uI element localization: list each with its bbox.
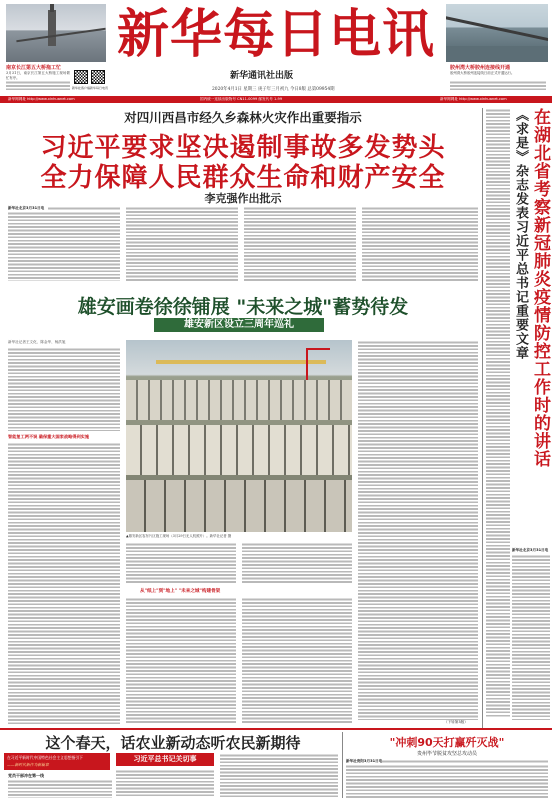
lead-kicker: 对四川西昌市经久乡森林火灾作出重要指示 — [124, 110, 362, 125]
right-promo-title[interactable]: 胶州湾大桥胶州连接线开通 — [450, 65, 511, 71]
feature-headline[interactable]: 雄安画卷徐徐铺展 "未来之城"蓄势待发 — [77, 296, 409, 318]
quote-subhead: 贵州毕节脱贫攻坚总攻动员 — [416, 751, 477, 757]
publisher-label: 新华通讯社出版 — [230, 71, 294, 81]
story-title: 习近平总书记关切事 — [133, 755, 197, 763]
column-dateline: 新华社北京3月31日电 — [512, 548, 549, 552]
feature-photo-caption: ▲雄安新区容东片区施工现场（3月29日无人机照片）。新华社记者 摄 — [126, 534, 232, 538]
feature-section-1: 智能复工两不误 确保重大国家战略得到实施 — [8, 434, 90, 439]
feature-byline: 新华社记者王文化、陈金华、杨洪旭 — [8, 340, 66, 344]
feature-section-2: 从"纸上"到"地上" "未来之城"构建骨架 — [140, 589, 221, 594]
lead-body — [8, 206, 478, 282]
sidebar-box — [4, 753, 110, 770]
right-promo-caption: 胶州湾大桥胶州连接线日前正式开通运行。 — [450, 71, 515, 75]
bottom-headline[interactable]: 这个春天，话农业新动态听农民新期待 — [45, 734, 301, 752]
left-promo-photo — [6, 4, 106, 62]
newspaper-title: 新华每日电讯 — [116, 5, 435, 65]
masthead — [0, 0, 552, 100]
date-line: 2020年4月1日 星期三 庚子年三月初九 今日8版 总第09954期 — [212, 87, 335, 92]
lead-subhead: 李克强作出批示 — [204, 192, 282, 205]
lead-dateline: 新华社北京3月31日电 — [8, 206, 45, 210]
sidebar-label: 在习近平新时代中国特色社会主义思想指引下 — [7, 755, 83, 760]
column-headline[interactable] — [512, 108, 528, 468]
right-promo-photo — [446, 4, 548, 62]
qr-right-label: 新华每日电讯 — [90, 86, 109, 90]
qr-code-left — [74, 70, 88, 84]
column-intro-text — [486, 108, 510, 718]
feature-photo — [126, 340, 352, 532]
quote-headline[interactable]: "冲刺90天打赢歼灭战" — [389, 736, 505, 749]
lead-headline-2[interactable]: 全力保障人民群众生命和财产安全 — [40, 163, 446, 193]
feature-banner — [154, 318, 324, 332]
feature-banner-label: 雄安新区设立三周年巡礼 — [184, 319, 294, 330]
sidebar-sub: ——新时代新作为新篇章 — [7, 762, 49, 767]
left-promo-caption: 3月31日，南京长江第五大桥施工现场繁忙有序。 — [6, 71, 70, 80]
column-headline-text: 《求是》杂志发表习近平总书记重要文章 — [513, 108, 528, 360]
sidebar-story-sub: 党员干部冲在第一线 — [8, 773, 44, 778]
column-subheadline-text: 在湖北省考察新冠肺炎疫情防控工作时的讲话 — [530, 108, 550, 468]
left-promo-title[interactable]: 南京长江第五大桥拖工忙 — [6, 65, 62, 71]
feature-continued: （下转第3版） — [444, 720, 468, 724]
column-subheadline[interactable] — [530, 108, 550, 538]
qr-left-label: 新华社客户端 — [72, 86, 91, 90]
url-left[interactable]: 新华网网址 http://www.xinhuanet.com — [8, 97, 75, 101]
lead-headline-1[interactable]: 习近平要求坚决遏制事故多发势头 — [40, 133, 446, 163]
url-mid: 国内统一连续出版物号 CN11-0099 邮发代号 1-99 — [200, 97, 283, 101]
quote-dateline: 新华社贵阳3月31日电 — [346, 759, 383, 763]
story-title-box — [116, 753, 214, 766]
url-right[interactable]: 新华网网址 http://www.xinhuanet.com — [440, 97, 507, 101]
qr-code-right — [91, 70, 105, 84]
